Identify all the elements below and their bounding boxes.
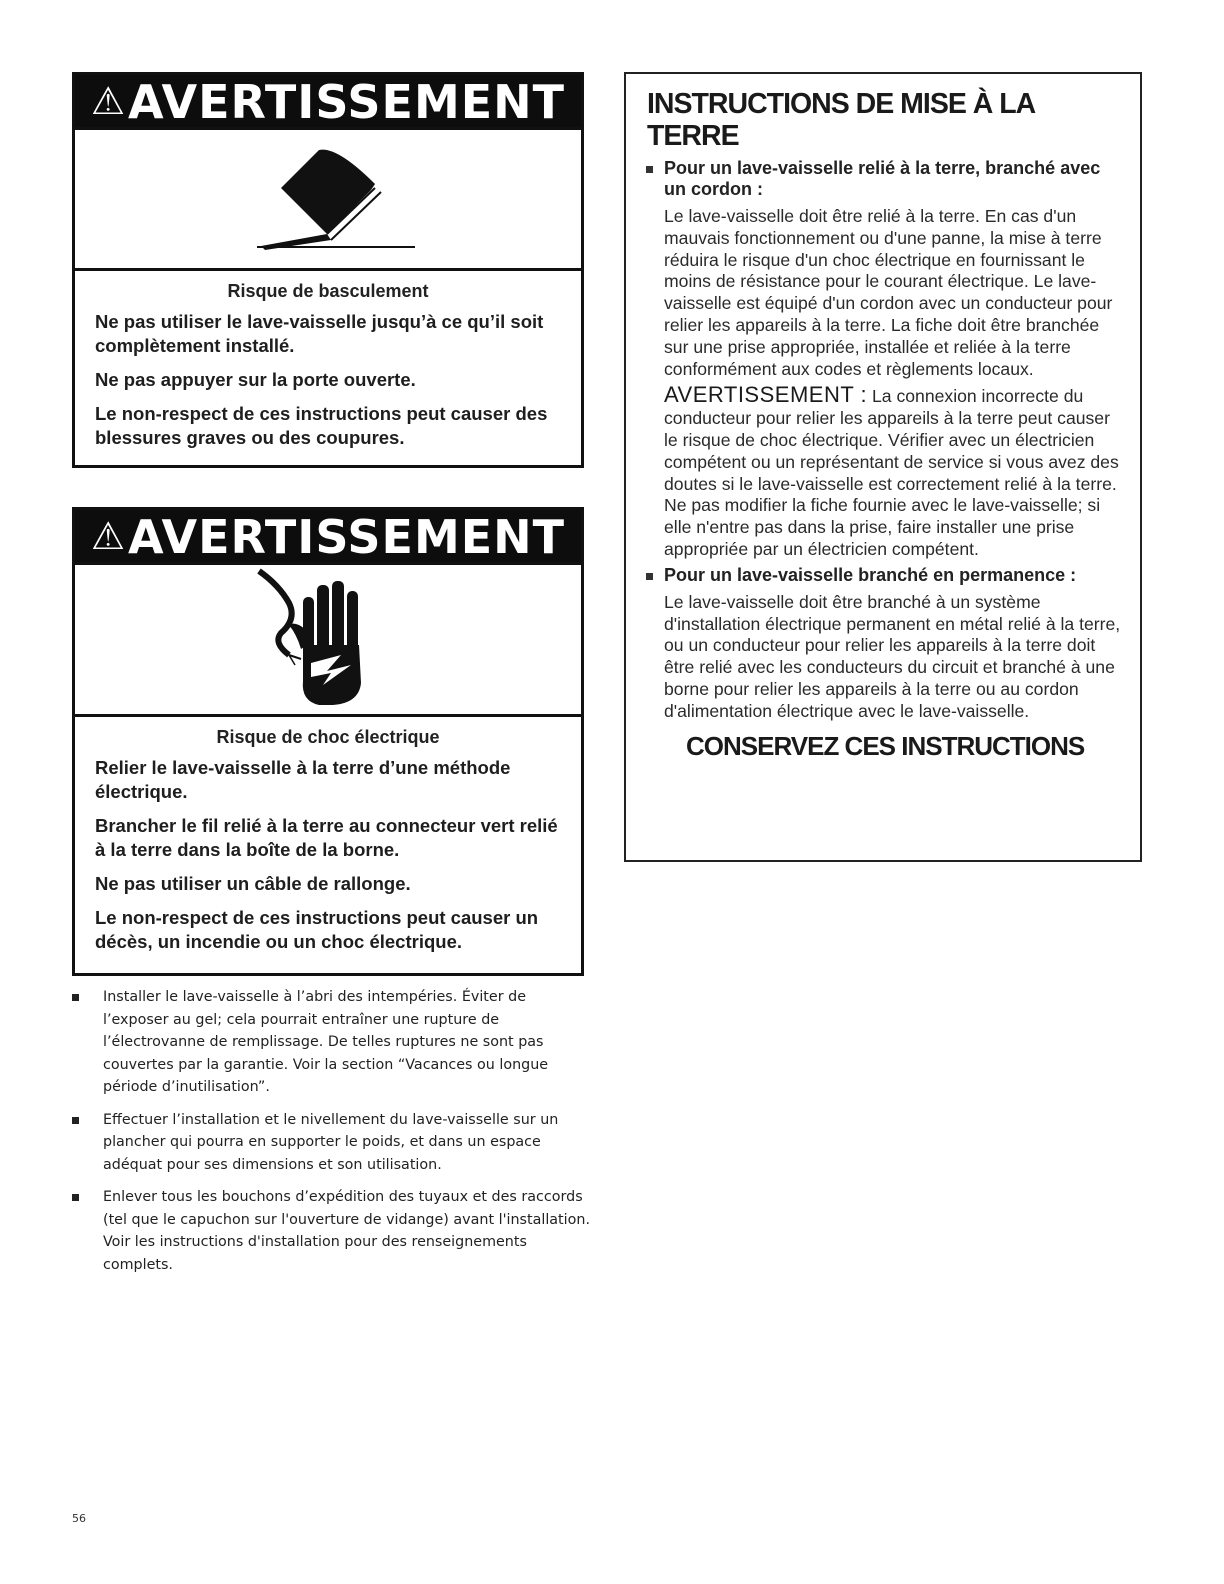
grounding-footer: CONSERVEZ CES INSTRUCTIONS [686, 730, 1085, 761]
list-item: Effectuer l’installation et le nivellement du lave-vaisselle sur un plancher qui pourra en supporter le poids, et dans un espace adéquat pour ses dimensions et son utilisation. [72, 1109, 592, 1177]
grounding-warning [664, 384, 1122, 560]
warning-line: Le non-respect de ces instructions peut causer un décès, un incendie ou un choc électrique. [95, 907, 539, 952]
grounding-item-heading: Pour un lave-vaisselle relié à la terre, branché avec un cordon : [664, 158, 1101, 199]
list-item: Enlever tous les bouchons d’expédition des tuyaux et des raccords (tel que le capuchon sur l'ouverture de vidange) avant l'installation. Voir les instructions d'installation pour des renseignements complets. [72, 1186, 592, 1276]
warning-line: Brancher le fil relié à la terre au connecteur vert relié à la terre dans la boîte de la borne. [95, 815, 558, 860]
tip-over-hazard-icon [75, 130, 581, 271]
grounding-warning-text: La connexion incorrecte du conducteur pour relier les appareils à la terre peut causer le risque de choc électrique. Vérifier avec un électricien compétent ou un représentant de service si vous avez des doutes si le lave-vaisselle est correctement relié à la terre. Ne pas modifier la fiche fournie avec le lave-vaisselle; si elle n'entre pas dans la prise, faire installer une prise appropriée par un électricien compétent. [664, 386, 1119, 559]
warning-triangle-icon: ⚠ [90, 514, 127, 558]
electric-shock-hazard-icon [75, 565, 581, 717]
bullet-square-icon [646, 166, 653, 173]
tip-over-warning-box [72, 72, 584, 468]
bullet-square-icon [646, 573, 653, 580]
risk-title: Risque de choc électrique [216, 727, 440, 747]
bullet-square-icon [72, 994, 79, 1001]
list-item: Installer le lave-vaisselle à l’abri des intempéries. Éviter de l’exposer au gel; cela pourrait entraîner une rupture de l’électrovanne de remplissage. De telles ruptures ne sont pas couvertes par la garantie. Voir la section “Vacances ou longue période d’inutilisation”. [72, 986, 592, 1099]
page-number: 56 [72, 1512, 86, 1525]
warning-line: Ne pas utiliser le lave-vaisselle jusqu’à ce qu’il soit complètement installé. [95, 311, 544, 356]
grounding-instructions-box [624, 72, 1142, 862]
electric-shock-warning-box [72, 507, 584, 976]
grounding-warning-label: AVERTISSEMENT : [664, 382, 868, 408]
grounding-item-body: Le lave-vaisselle doit être branché à un système d'installation électrique permanent en métal relié à la terre, ou un conducteur pour relier les appareils à la terre doit être relié avec les conducteurs du circuit et branché à une borne pour relier les appareils à la terre ou au cordon d'alimentation électrique avec le lave-vaisselle. [664, 591, 1121, 721]
grounding-item-heading: Pour un lave-vaisselle branché en permanence : [664, 564, 1077, 585]
warning-header: ⚠AVERTISSEMENT [75, 75, 581, 130]
warning-triangle-icon: ⚠ [90, 79, 127, 123]
warning-line: Ne pas appuyer sur la porte ouverte. [95, 369, 416, 390]
bullet-square-icon [72, 1117, 79, 1124]
grounding-item-permanent [644, 565, 1122, 723]
warning-line: Relier le lave-vaisselle à la terre d’une méthode électrique. [95, 757, 511, 802]
risk-title: Risque de basculement [227, 281, 429, 301]
grounding-item-body: Le lave-vaisselle doit être relié à la terre. En cas d'un mauvais fonctionnement ou d'une panne, la mise à terre réduira le risque d'un choc électrique en fournissant le moins de résistance pour le courant électrique. Le lave-vaisselle est équipé d'un cordon avec un conducteur pour relier les appareils à la terre. La fiche doit être branchée sur une prise appropriée, installée et reliée à la terre conformément aux codes et règlements locaux. [664, 206, 1113, 379]
grounding-item-cord [644, 158, 1122, 561]
bullet-square-icon [72, 1194, 79, 1201]
grounding-title: INSTRUCTIONS DE MISE À LA TERRE [647, 88, 1035, 152]
installation-bullet-list [72, 986, 592, 1286]
warning-line: Ne pas utiliser un câble de rallonge. [95, 873, 411, 894]
warning-header: ⚠AVERTISSEMENT [75, 510, 581, 565]
warning-line: Le non-respect de ces instructions peut causer des blessures graves ou des coupures. [95, 403, 548, 448]
